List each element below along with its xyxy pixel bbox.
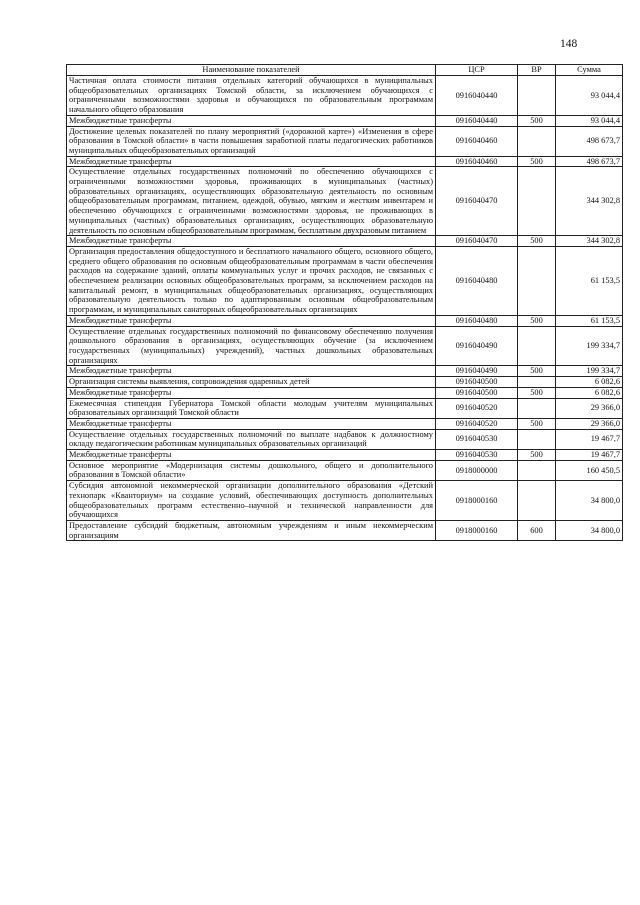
- cell-vr: 500: [518, 418, 556, 429]
- table-row: [67, 315, 623, 326]
- header-name: Наименование показателей: [67, 65, 436, 76]
- cell-vr: [518, 76, 556, 116]
- cell-name: Основное мероприятие «Модернизация системы дошкольного, общего и дополнительного образования в Томской области»: [67, 460, 436, 480]
- cell-name: Организация предоставления общедоступного и бесплатного начального общего, основного общего, среднего общего образования по основным общеобразовательным программам в части обеспечения расходов на содержание зданий, оплаты коммунальных услуг и прочих расходов, не связанных с обеспечением реализации основных общеобразовательных программ, за исключением расходов на капитальный ремонт, в муниципальных общеобразовательных организациях, осуществляющих образовательную деятельность только по адаптированным основным общеобразовательным программам, и муниципальных санаторных общеобразовательных организациях: [67, 246, 436, 315]
- cell-sum: 6 082,6: [556, 377, 623, 388]
- cell-sum: 6 082,6: [556, 387, 623, 398]
- budget-table: [66, 64, 623, 541]
- cell-name: Межбюджетные трансферты: [67, 387, 436, 398]
- table-row: [67, 366, 623, 377]
- cell-csr: 0918000160: [436, 481, 518, 521]
- cell-vr: 500: [518, 236, 556, 247]
- cell-vr: 600: [518, 520, 556, 540]
- cell-csr: 0916040440: [436, 115, 518, 126]
- cell-csr: 0916040470: [436, 167, 518, 236]
- table-row: [67, 450, 623, 461]
- cell-sum: 344 302,8: [556, 167, 623, 236]
- cell-vr: [518, 377, 556, 388]
- page-number: 148: [560, 38, 578, 50]
- table-row: [67, 326, 623, 366]
- cell-sum: 93 044,4: [556, 76, 623, 116]
- table-row: [67, 126, 623, 156]
- cell-name: Достижение целевых показателей по плану мероприятий («дорожной карте») «Изменения в сфере образования в Томской области» в части повышения заработной платы педагогических работников муниципальных общеобразовательных организаций: [67, 126, 436, 156]
- table-row: [67, 460, 623, 480]
- cell-sum: 19 467,7: [556, 429, 623, 449]
- cell-name: Межбюджетные трансферты: [67, 418, 436, 429]
- table-header-row: [67, 65, 623, 76]
- cell-csr: 0916040530: [436, 429, 518, 449]
- cell-sum: 61 153,5: [556, 315, 623, 326]
- cell-name: Осуществление отдельных государственных полномочий по выплате надбавок к должностному окладу педагогическим работникам муниципальных образовательных организаций: [67, 429, 436, 449]
- cell-csr: 0916040520: [436, 418, 518, 429]
- cell-sum: 61 153,5: [556, 246, 623, 315]
- cell-name: Межбюджетные трансферты: [67, 450, 436, 461]
- cell-sum: 344 302,8: [556, 236, 623, 247]
- cell-csr: 0916040490: [436, 326, 518, 366]
- cell-vr: [518, 126, 556, 156]
- cell-sum: 19 467,7: [556, 450, 623, 461]
- cell-name: Межбюджетные трансферты: [67, 115, 436, 126]
- table-row: [67, 236, 623, 247]
- cell-name: Межбюджетные трансферты: [67, 236, 436, 247]
- cell-csr: 0916040460: [436, 126, 518, 156]
- table-row: [67, 387, 623, 398]
- cell-vr: [518, 326, 556, 366]
- cell-vr: [518, 167, 556, 236]
- cell-name: Ежемесячная стипендия Губернатора Томской области молодым учителям муниципальных образовательных организаций Томской области: [67, 398, 436, 418]
- table-row: [67, 246, 623, 315]
- cell-csr: 0916040500: [436, 377, 518, 388]
- cell-sum: 160 450,5: [556, 460, 623, 480]
- header-vr: ВР: [518, 65, 556, 76]
- cell-csr: 0916040490: [436, 366, 518, 377]
- table-row: [67, 398, 623, 418]
- cell-name: Межбюджетные трансферты: [67, 366, 436, 377]
- cell-sum: 34 800,0: [556, 481, 623, 521]
- cell-vr: [518, 246, 556, 315]
- cell-name: Предоставление субсидий бюджетным, автономным учреждениям и иным некоммерческим организациям: [67, 520, 436, 540]
- cell-vr: 500: [518, 387, 556, 398]
- cell-name: Осуществление отдельных государственных полномочий по обеспечению обучающихся с ограниченными возможностями здоровья, проживающих в муниципальных (частных) образовательных организациях, осуществляющих образовательную деятельность по основным общеобразовательным программам, питанием, одеждой, обувью, мягким и жестким инвентарем и обеспечению обучающихся с ограниченными возможностями здоровья, не проживающих в муниципальных (частных) образовательных организациях, осуществляющих образовательную деятельность по основным общеобразовательным программам, бесплатным двухразовым питанием: [67, 167, 436, 236]
- cell-sum: 34 800,0: [556, 520, 623, 540]
- cell-name: Организация системы выявления, сопровождения одаренных детей: [67, 377, 436, 388]
- table-row: [67, 481, 623, 521]
- cell-vr: [518, 429, 556, 449]
- cell-csr: 0916040480: [436, 315, 518, 326]
- cell-csr: 0916040530: [436, 450, 518, 461]
- table-row: [67, 520, 623, 540]
- cell-vr: 500: [518, 315, 556, 326]
- table-row: [67, 418, 623, 429]
- cell-vr: 500: [518, 450, 556, 461]
- cell-sum: 29 366,0: [556, 398, 623, 418]
- cell-sum: 498 673,7: [556, 156, 623, 167]
- cell-vr: [518, 481, 556, 521]
- cell-sum: 498 673,7: [556, 126, 623, 156]
- cell-csr: 0916040480: [436, 246, 518, 315]
- cell-csr: 0918000000: [436, 460, 518, 480]
- cell-csr: 0916040500: [436, 387, 518, 398]
- table-row: [67, 429, 623, 449]
- cell-vr: [518, 398, 556, 418]
- cell-name: Осуществление отдельных государственных полномочий по финансовому обеспечению получения дошкольного образования в организациях, осуществляющих обучение (за исключением государственных (муниципальных) учреждений), частных дошкольных образовательных организациях: [67, 326, 436, 366]
- header-csr: ЦСР: [436, 65, 518, 76]
- table-row: [67, 167, 623, 236]
- cell-sum: 199 334,7: [556, 366, 623, 377]
- cell-name: Частичная оплата стоимости питания отдельных категорий обучающихся в муниципальных общеобразовательных организациях Томской области, за исключением обучающихся с ограниченными возможностями здоровья и обучающихся по образовательным программам начального общего образования: [67, 76, 436, 116]
- cell-csr: 0916040460: [436, 156, 518, 167]
- cell-vr: 500: [518, 366, 556, 377]
- cell-csr: 0916040440: [436, 76, 518, 116]
- cell-sum: 29 366,0: [556, 418, 623, 429]
- cell-vr: 500: [518, 115, 556, 126]
- cell-name: Межбюджетные трансферты: [67, 156, 436, 167]
- table-row: [67, 377, 623, 388]
- cell-name: Субсидия автономной некоммерческой организации дополнительного образования «Детский технопарк «Кванториум» на создание условий, обеспечивающих доступность дополнительных общеобразовательных программ естественно–научной и технической направленности для обучающихся: [67, 481, 436, 521]
- header-sum: Сумма: [556, 65, 623, 76]
- cell-vr: [518, 460, 556, 480]
- table-row: [67, 115, 623, 126]
- table-row: [67, 76, 623, 116]
- cell-sum: 93 044,4: [556, 115, 623, 126]
- cell-vr: 500: [518, 156, 556, 167]
- table-row: [67, 156, 623, 167]
- cell-sum: 199 334,7: [556, 326, 623, 366]
- cell-name: Межбюджетные трансферты: [67, 315, 436, 326]
- cell-csr: 0916040520: [436, 398, 518, 418]
- cell-csr: 0918000160: [436, 520, 518, 540]
- cell-csr: 0916040470: [436, 236, 518, 247]
